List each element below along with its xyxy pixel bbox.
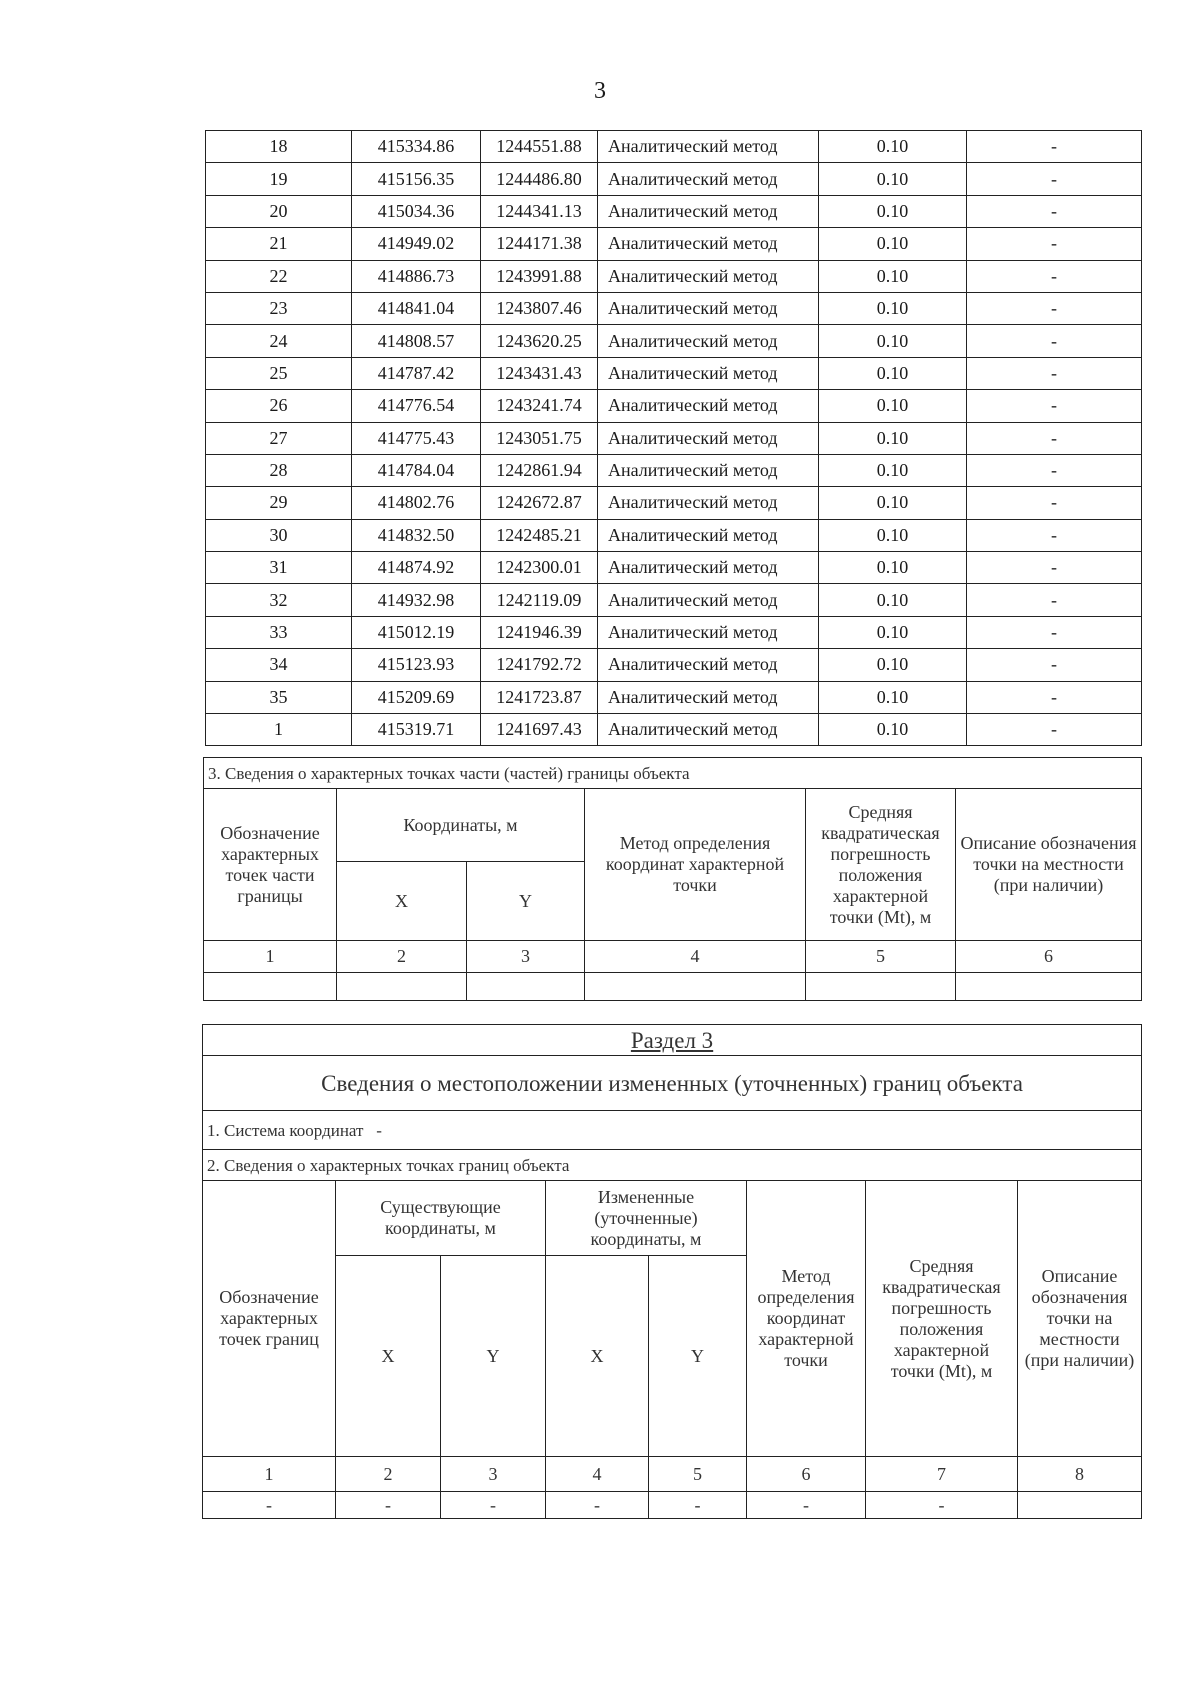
data-cell: - xyxy=(747,1492,866,1519)
description: - xyxy=(967,163,1142,195)
empty-cell xyxy=(806,973,956,1001)
data-cell xyxy=(1018,1492,1142,1519)
accuracy: 0.10 xyxy=(819,131,967,163)
col-number: 4 xyxy=(546,1457,649,1492)
coord-y: 1241723.87 xyxy=(481,681,598,713)
method: Аналитический метод xyxy=(598,195,819,227)
coord-y: 1243051.75 xyxy=(481,422,598,454)
table-row xyxy=(206,454,1142,486)
coord-x: 415123.93 xyxy=(352,649,481,681)
coord-system-label: 1. Система координат xyxy=(207,1120,364,1140)
description: - xyxy=(967,292,1142,324)
col-number: 3 xyxy=(467,941,585,973)
points-table xyxy=(205,130,1142,746)
coord-x: 414775.43 xyxy=(352,422,481,454)
accuracy: 0.10 xyxy=(819,357,967,389)
header-method: Метод определения координат характерной точки xyxy=(585,789,806,941)
header-description: Описание обозначения точки на местности (при наличии) xyxy=(956,789,1142,941)
description: - xyxy=(967,616,1142,648)
point-number: 20 xyxy=(206,195,352,227)
method: Аналитический метод xyxy=(598,422,819,454)
header-x: X xyxy=(337,862,467,941)
coord-y: 1242861.94 xyxy=(481,454,598,486)
table-row xyxy=(206,519,1142,551)
method: Аналитический метод xyxy=(598,487,819,519)
coord-y: 1242672.87 xyxy=(481,487,598,519)
empty-cell xyxy=(956,973,1142,1001)
method: Аналитический метод xyxy=(598,131,819,163)
coord-y: 1243241.74 xyxy=(481,390,598,422)
header-y-existing: Y xyxy=(441,1256,546,1457)
point-number: 25 xyxy=(206,357,352,389)
method: Аналитический метод xyxy=(598,714,819,746)
point-number: 18 xyxy=(206,131,352,163)
table-row xyxy=(206,292,1142,324)
accuracy: 0.10 xyxy=(819,714,967,746)
coord-x: 414949.02 xyxy=(352,228,481,260)
coord-x: 415156.35 xyxy=(352,163,481,195)
description: - xyxy=(967,487,1142,519)
description: - xyxy=(967,390,1142,422)
coord-x: 414784.04 xyxy=(352,454,481,486)
coord-y: 1241792.72 xyxy=(481,649,598,681)
point-number: 32 xyxy=(206,584,352,616)
description: - xyxy=(967,228,1142,260)
accuracy: 0.10 xyxy=(819,552,967,584)
empty-cell xyxy=(585,973,806,1001)
empty-cell xyxy=(204,973,337,1001)
data-cell: - xyxy=(441,1492,546,1519)
header-y: Y xyxy=(467,862,585,941)
description: - xyxy=(967,195,1142,227)
accuracy: 0.10 xyxy=(819,163,967,195)
coord-y: 1243807.46 xyxy=(481,292,598,324)
coord-y: 1244551.88 xyxy=(481,131,598,163)
table-row xyxy=(206,195,1142,227)
point-number: 22 xyxy=(206,260,352,292)
description: - xyxy=(967,325,1142,357)
point-number: 33 xyxy=(206,616,352,648)
col-number: 1 xyxy=(204,941,337,973)
description: - xyxy=(967,519,1142,551)
coord-x: 414776.54 xyxy=(352,390,481,422)
col-number: 3 xyxy=(441,1457,546,1492)
header-description: Описание обозначения точки на местности (при наличии) xyxy=(1018,1181,1142,1457)
coord-system-row xyxy=(203,1111,1142,1150)
point-number: 21 xyxy=(206,228,352,260)
coord-x: 415209.69 xyxy=(352,681,481,713)
method: Аналитический метод xyxy=(598,260,819,292)
accuracy: 0.10 xyxy=(819,616,967,648)
description: - xyxy=(967,260,1142,292)
coord-x: 414841.04 xyxy=(352,292,481,324)
col-number: 4 xyxy=(585,941,806,973)
col-number: 5 xyxy=(806,941,956,973)
point-number: 31 xyxy=(206,552,352,584)
coord-y: 1242485.21 xyxy=(481,519,598,551)
table-row xyxy=(206,390,1142,422)
method: Аналитический метод xyxy=(598,325,819,357)
data-cell: - xyxy=(336,1492,441,1519)
accuracy: 0.10 xyxy=(819,519,967,551)
accuracy: 0.10 xyxy=(819,487,967,519)
method: Аналитический метод xyxy=(598,292,819,324)
method: Аналитический метод xyxy=(598,616,819,648)
point-number: 35 xyxy=(206,681,352,713)
point-number: 26 xyxy=(206,390,352,422)
coord-system-value: - xyxy=(376,1120,382,1140)
coord-y: 1243620.25 xyxy=(481,325,598,357)
description: - xyxy=(967,649,1142,681)
table-row xyxy=(206,649,1142,681)
col-number: 8 xyxy=(1018,1457,1142,1492)
table-row xyxy=(206,584,1142,616)
method: Аналитический метод xyxy=(598,357,819,389)
part-points-table xyxy=(203,757,1142,1001)
accuracy: 0.10 xyxy=(819,228,967,260)
method: Аналитический метод xyxy=(598,584,819,616)
coord-y: 1242300.01 xyxy=(481,552,598,584)
coord-x: 414802.76 xyxy=(352,487,481,519)
header-accuracy: Средняя квадратическая погрешность положения характерной точки (Mt), м xyxy=(866,1181,1018,1457)
table-row xyxy=(206,681,1142,713)
col-number: 2 xyxy=(336,1457,441,1492)
description: - xyxy=(967,131,1142,163)
points-title: 2. Сведения о характерных точках границ объекта xyxy=(203,1150,1142,1181)
header-y-changed: Y xyxy=(649,1256,747,1457)
data-cell: - xyxy=(203,1492,336,1519)
coord-y: 1244486.80 xyxy=(481,163,598,195)
table-row xyxy=(206,714,1142,746)
table-row xyxy=(206,131,1142,163)
table-row xyxy=(206,552,1142,584)
coord-x: 414874.92 xyxy=(352,552,481,584)
header-designation: Обозначение характерных точек части границы xyxy=(204,789,337,941)
method: Аналитический метод xyxy=(598,519,819,551)
coord-y: 1243991.88 xyxy=(481,260,598,292)
table-row xyxy=(206,487,1142,519)
header-x-existing: X xyxy=(336,1256,441,1457)
description: - xyxy=(967,552,1142,584)
coord-x: 414808.57 xyxy=(352,325,481,357)
accuracy: 0.10 xyxy=(819,681,967,713)
empty-cell xyxy=(467,973,585,1001)
coord-x: 414886.73 xyxy=(352,260,481,292)
point-number: 28 xyxy=(206,454,352,486)
data-cell: - xyxy=(649,1492,747,1519)
table-row xyxy=(206,228,1142,260)
method: Аналитический метод xyxy=(598,649,819,681)
header-designation: Обозначение характерных точек границ xyxy=(203,1181,336,1457)
method: Аналитический метод xyxy=(598,454,819,486)
header-existing: Существующие координаты, м xyxy=(336,1181,546,1256)
coord-y: 1244341.13 xyxy=(481,195,598,227)
table-row xyxy=(206,260,1142,292)
method: Аналитический метод xyxy=(598,552,819,584)
point-number: 29 xyxy=(206,487,352,519)
accuracy: 0.10 xyxy=(819,195,967,227)
col-number: 2 xyxy=(337,941,467,973)
description: - xyxy=(967,357,1142,389)
coord-x: 415319.71 xyxy=(352,714,481,746)
section-title: Раздел 3 xyxy=(203,1025,1142,1056)
point-number: 19 xyxy=(206,163,352,195)
accuracy: 0.10 xyxy=(819,422,967,454)
accuracy: 0.10 xyxy=(819,292,967,324)
coord-y: 1241946.39 xyxy=(481,616,598,648)
point-number: 34 xyxy=(206,649,352,681)
empty-cell xyxy=(337,973,467,1001)
table-row xyxy=(206,422,1142,454)
point-number: 1 xyxy=(206,714,352,746)
point-number: 23 xyxy=(206,292,352,324)
col-number: 1 xyxy=(203,1457,336,1492)
col-number: 6 xyxy=(747,1457,866,1492)
table-row xyxy=(206,616,1142,648)
col-number: 5 xyxy=(649,1457,747,1492)
header-method: Метод определения координат характерной точки xyxy=(747,1181,866,1457)
table-row xyxy=(206,163,1142,195)
part-points-title: 3. Сведения о характерных точках части (частей) границы объекта xyxy=(204,758,1142,789)
coord-x: 414932.98 xyxy=(352,584,481,616)
header-changed: Измененные (уточненные) координаты, м xyxy=(546,1181,747,1256)
header-x-changed: X xyxy=(546,1256,649,1457)
coord-x: 415034.36 xyxy=(352,195,481,227)
method: Аналитический метод xyxy=(598,390,819,422)
col-number: 6 xyxy=(956,941,1142,973)
coord-x: 414787.42 xyxy=(352,357,481,389)
header-accuracy: Средняя квадратическая погрешность положения характерной точки (Mt), м xyxy=(806,789,956,941)
coord-y: 1244171.38 xyxy=(481,228,598,260)
coord-y: 1242119.09 xyxy=(481,584,598,616)
point-number: 24 xyxy=(206,325,352,357)
accuracy: 0.10 xyxy=(819,454,967,486)
col-number: 7 xyxy=(866,1457,1018,1492)
point-number: 30 xyxy=(206,519,352,551)
header-coords: Координаты, м xyxy=(337,789,585,862)
accuracy: 0.10 xyxy=(819,649,967,681)
table-row xyxy=(206,357,1142,389)
coord-y: 1241697.43 xyxy=(481,714,598,746)
method: Аналитический метод xyxy=(598,163,819,195)
point-number: 27 xyxy=(206,422,352,454)
method: Аналитический метод xyxy=(598,228,819,260)
coord-x: 415012.19 xyxy=(352,616,481,648)
description: - xyxy=(967,584,1142,616)
coord-y: 1243431.43 xyxy=(481,357,598,389)
accuracy: 0.10 xyxy=(819,584,967,616)
table-row xyxy=(206,325,1142,357)
method: Аналитический метод xyxy=(598,681,819,713)
section3-table xyxy=(202,1024,1142,1519)
description: - xyxy=(967,454,1142,486)
accuracy: 0.10 xyxy=(819,260,967,292)
coord-x: 414832.50 xyxy=(352,519,481,551)
description: - xyxy=(967,422,1142,454)
accuracy: 0.10 xyxy=(819,325,967,357)
description: - xyxy=(967,681,1142,713)
section-heading: Сведения о местоположении измененных (уточненных) границ объекта xyxy=(203,1056,1142,1111)
page-number: 3 xyxy=(594,78,606,104)
accuracy: 0.10 xyxy=(819,390,967,422)
data-cell: - xyxy=(546,1492,649,1519)
description: - xyxy=(967,714,1142,746)
data-cell: - xyxy=(866,1492,1018,1519)
coord-x: 415334.86 xyxy=(352,131,481,163)
